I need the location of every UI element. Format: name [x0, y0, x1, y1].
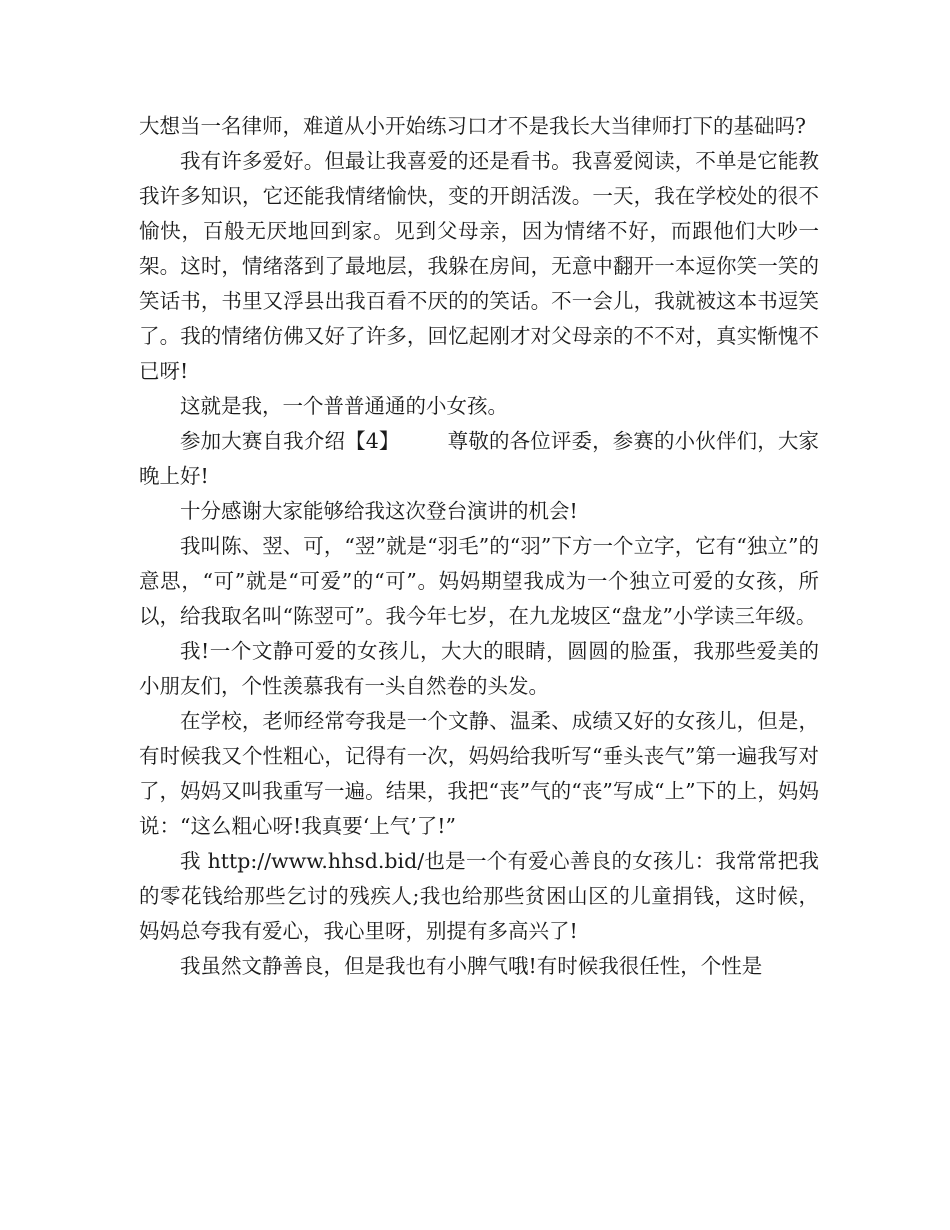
paragraph-conclusion: 这就是我，一个普普通通的小女孩。	[180, 394, 508, 418]
greeting-text: 尊敬的各位评委，参赛的小伙伴们，大家晚上好!	[139, 429, 819, 488]
paragraph-school: 在学校，老师经常夸我是一个文静、温柔、成绩又好的女孩儿，但是，有时候我又个性粗心，记得有一次，妈妈给我听写“垂头丧气”第一遍我写对了，妈妈又叫我重写一遍。结果，我把“丧”气的“丧”写成“上”下的上，妈妈说：“这么粗心呀!我真要‘上气’了!”	[139, 709, 819, 838]
paragraph-temper: 我虽然文静善良，但是我也有小脾气哦!有时候我很任性，个性是	[180, 954, 763, 978]
document-body	[139, 109, 819, 984]
paragraph-thanks: 十分感谢大家能够给我这次登台演讲的机会!	[180, 499, 578, 523]
paragraph-kindness: 我 http://www.hhsd.bid/也是一个有爱心善良的女孩儿：我常常把我的零花钱给那些乞讨的残疾人;我也给那些贫困山区的儿童捐钱，这时候，妈妈总夸我有爱心，我心里呀，别提有多高兴了!	[139, 849, 819, 943]
section-heading: 参加大赛自我介绍【4】	[180, 429, 400, 453]
paragraph-name: 我叫陈、翌、可，“翌”就是“羽毛”的“羽”下方一个立字，它有“独立”的意思，“可”就是“可爱”的“可”。妈妈期望我成为一个独立可爱的女孩，所以，给我取名叫“陈翌可”。我今年七岁，在九龙坡区“盘龙”小学读三年级。	[139, 534, 819, 628]
paragraph-appearance: 我!一个文静可爱的女孩儿，大大的眼睛，圆圆的脸蛋，我那些爱美的小朋友们，个性羡慕我有一头自然卷的头发。	[139, 639, 819, 698]
paragraph-section-4	[139, 424, 819, 494]
paragraph-hobbies: 我有许多爱好。但最让我喜爱的还是看书。我喜爱阅读，不单是它能教我许多知识，它还能我情绪愉快，变的开朗活泼。一天，我在学校处的很不愉快，百般无厌地回到家。见到父母亲，因为情绪不好，而跟他们大吵一架。这时，情绪落到了最地层，我躲在房间，无意中翻开一本逗你笑一笑的笑话书，书里又浮县出我百看不厌的的笑话。不一会儿，我就被这本书逗笑了。我的情绪仿佛又好了许多，回忆起刚才对父母亲的不不对，真实惭愧不已呀!	[139, 149, 819, 383]
paragraph-lawyer-continuation: 大想当一名律师，难道从小开始练习口才不是我长大当律师打下的基础吗?	[139, 114, 806, 138]
